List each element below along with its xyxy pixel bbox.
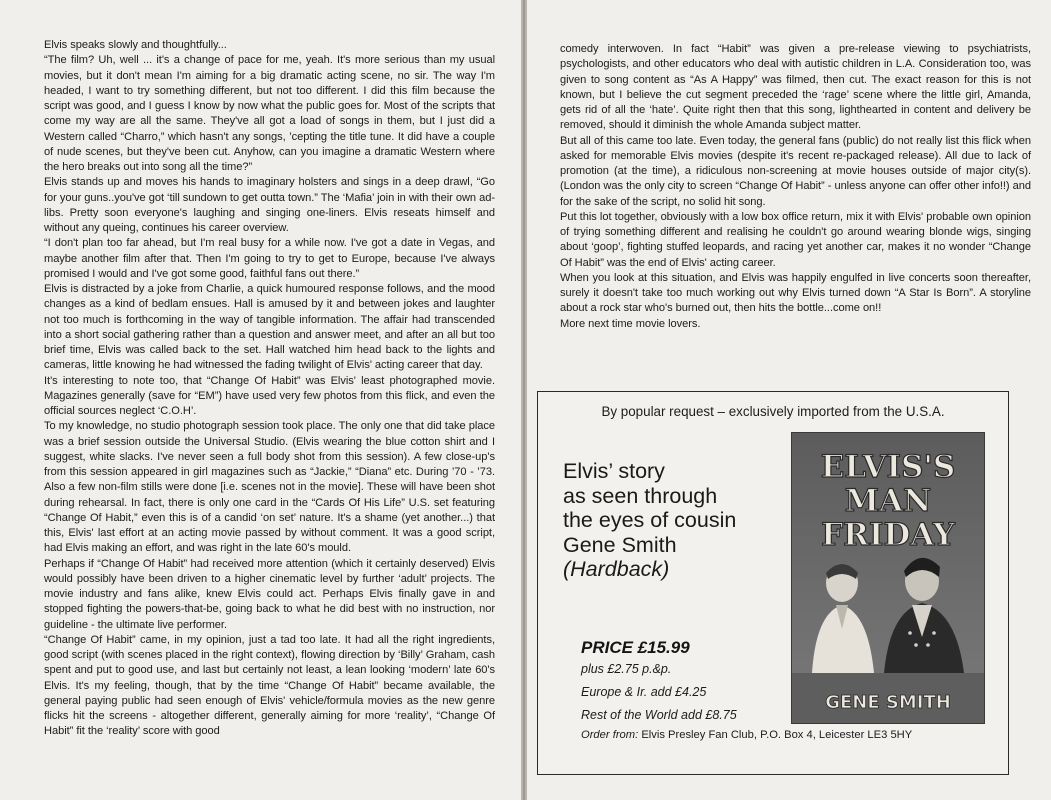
right-paragraph-3: Put this lot together, obviously with a low box office return, mix it with Elvis' probable own opinion of trying something different and realising he couldn't go around wearing blonde wigs, singing about ‘goop’, fighting stuffed leopards, and racing yet another car, makes it no wonder “Change Of Habit” was the end of Elvis' acting career. bbox=[560, 210, 1031, 269]
left-paragraph-8: Perhaps if “Change Of Habit” had received more attention (which it certainly deserved) Elvis would possibly have been driven to a higher cinematic level by further ‘adult’ projects. The movie industry and fans alike, knew Elvis could act. Perhaps Elvis finally gave in and stopped fighting the powers-that-be, going back to what he did best with no instruction, nor guideline - the ultimate live performer. bbox=[44, 557, 495, 631]
advert-title-line-2: as seen through bbox=[563, 483, 718, 508]
advert-order-from bbox=[581, 729, 912, 741]
order-address: Elvis Presley Fan Club, P.O. Box 4, Leicester LE3 5HY bbox=[641, 729, 913, 741]
cover-title-line-3: FRIDAY bbox=[821, 517, 955, 553]
order-label: Order from: bbox=[581, 729, 639, 741]
left-paragraph-4: “I don't plan too far ahead, but I'm real busy for a while now. I've got a date in Vegas, and maybe another film after that. Then I'm going to try to get to Europe, because I've always promised I would and I've got some good, faithful fans out there.” bbox=[44, 237, 495, 280]
cover-title-line-1: ELVIS'S bbox=[820, 449, 956, 485]
cover-author: GENE SMITH bbox=[825, 692, 951, 713]
advert-edition: (Hardback) bbox=[563, 557, 670, 581]
left-paragraph-3: Elvis stands up and moves his hands to imaginary holsters and sings in a deep drawl, “Go for your guns..you've got ‘till sundown to get outta town.” The ‘Mafia’ join in with their own ad-libs. Pretty soon everyone's laughing and singing one-liners. Elvis reseats himself and without any queing, continues his career overview. bbox=[44, 176, 495, 234]
right-paragraph-5: More next time movie lovers. bbox=[560, 317, 701, 330]
book-cover-image bbox=[791, 432, 985, 724]
advert-price: PRICE £15.99 bbox=[581, 638, 690, 657]
book-advert bbox=[537, 391, 1009, 775]
cover-title-line-2: MAN bbox=[844, 483, 932, 519]
left-paragraph-5: Elvis is distracted by a joke from Charlie, a quick humoured response follows, and the mood changes as a kind of bedlam ensues. Hall is amused by it and between jokes and laughter not too much is forthcoming in the way of tangible information. The affair had transcended into a short social gathering rather than a question and answer meet, and after an all but too brief time, Elvis was called back to the set. Hall watched him head back to the lights and cameras, little knowing he had witnessed the fading twilight of Elvis' acting career that day. bbox=[44, 283, 495, 372]
advert-shipping-uk: plus £2.75 p.&p. bbox=[581, 662, 672, 676]
left-paragraph-1: Elvis speaks slowly and thoughtfully... bbox=[44, 39, 227, 51]
advert-shipping-world: Rest of the World add £8.75 bbox=[581, 708, 737, 722]
left-paragraph-2: “The film? Uh, well ... it's a change of pace for me, yeah. It's more serious than my usual movies, but it don't mean I'm aiming for a big dramatic acting scene, no sir. The way I'm headed, I want to try something different, but not too different. I did this film because the script was good, and I guess I know by now what the public goes for. Most of the scripts that come my way are all the same. They've all got a load of songs in them, but I just did a Western called “Charro,” which hasn't any songs, ’cepting the title tune. It did have a couple of nude scenes, but they've been cut. Anyhow, can you imagine a dramatic Western where the hero breaks out into song all the time?” bbox=[44, 54, 495, 173]
left-page bbox=[0, 0, 521, 800]
advert-title-line-4: Gene Smith bbox=[563, 532, 677, 557]
advert-title bbox=[563, 459, 768, 582]
advert-headline: By popular request – exclusively imported from the U.S.A. bbox=[601, 404, 945, 419]
book-cover-art bbox=[792, 433, 984, 723]
right-paragraph-2: But all of this came too late. Even today, the general fans (public) do not really list this flick when asked for memorable Elvis movies (despite it's recent re-packaged release). All due to lack of promotion (at the time), a ridiculous non-screening at movie houses outside of major city(s). (London was the only city to screen “Change Of Habit” - unless anyone can offer other info!!) and for the sake of the script, no solid hit song. bbox=[560, 134, 1031, 208]
right-paragraph-4: When you look at this situation, and Elvis was happily engulfed in live concerts soon thereafter, surely it doesn't take too much working out why Elvis turned down “A Star Is Born”. A storyline about a rock star who's burned out, then hits the bottle...come on!! bbox=[560, 271, 1031, 315]
left-paragraph-7: To my knowledge, no studio photograph session took place. The only one that did take place was a brief session outside the Universal Studio. (Elvis wearing the blue cotton shirt and I suggest, white slacks. I've never seen a full body shot from this session). A few close-up's from this session appeared in girl magazines such as “Jackie,” “Diana” etc. During ’70 - ’73. Also a few non-film stills were done [i.e. scenes not in the movie]. These will have been shot during rehearsal. In fact, there is only one card in the “Cards Of His Life” U.S. set featuring “Change Of Habit,” even this is of a candid ‘on set’ nature. It's a shame (yet another...) that this, Elvis' last effort at an acting movie passed by without comment. It was a good script, had Elvis making an effort, and was right in the late 60's mould. bbox=[44, 420, 495, 555]
advert-shipping-europe: Europe & Ir. add £4.25 bbox=[581, 685, 707, 699]
left-paragraph-9: “Change Of Habit” came, in my opinion, just a tad too late. It had all the right ingredients, good script (with scenes placed in the right context), flowing direction by ‘Billy’ Graham, cash spent and put to good use, and last but certainly not least, a lean looking ‘modern’ late 60's Elvis. It's my feeling, though, that by the time “Change Of Habit” became available, the general paying public had seen enough of Elvis' vehicle/formula movies as the new genre flicks hit the screens - altogether different, generally aiming for more ‘reality’, “Change Of Habit” fit the ‘reality’ score with good bbox=[44, 633, 495, 738]
left-paragraph-6: It's interesting to note too, that “Change Of Habit” was Elvis' least photographed movie. Magazines generally (save for “EM”) have used very few photos from this flick, and even the official sources neglect ‘C.O.H’. bbox=[44, 374, 495, 417]
advert-title-line-1: Elvis’ story bbox=[563, 459, 665, 483]
right-paragraph-1: comedy interwoven. In fact “Habit” was given a pre-release viewing to psychiatrists, psychologists, and other educators who deal with autistic children in L.A. Consideration too, was given to song content as “As A Happy” was filmed, then cut. The exact reason for this is not known, but I believe the cut segment preceded the ‘rage’ scene where the little girl, Amanda, gets rid of all the ‘hate’. Quite right then that this song, lighthearted in content and delivery be removed, should it diminish the whole Amanda subject matter. bbox=[560, 43, 1031, 132]
advert-title-line-3: the eyes of cousin bbox=[563, 508, 737, 532]
